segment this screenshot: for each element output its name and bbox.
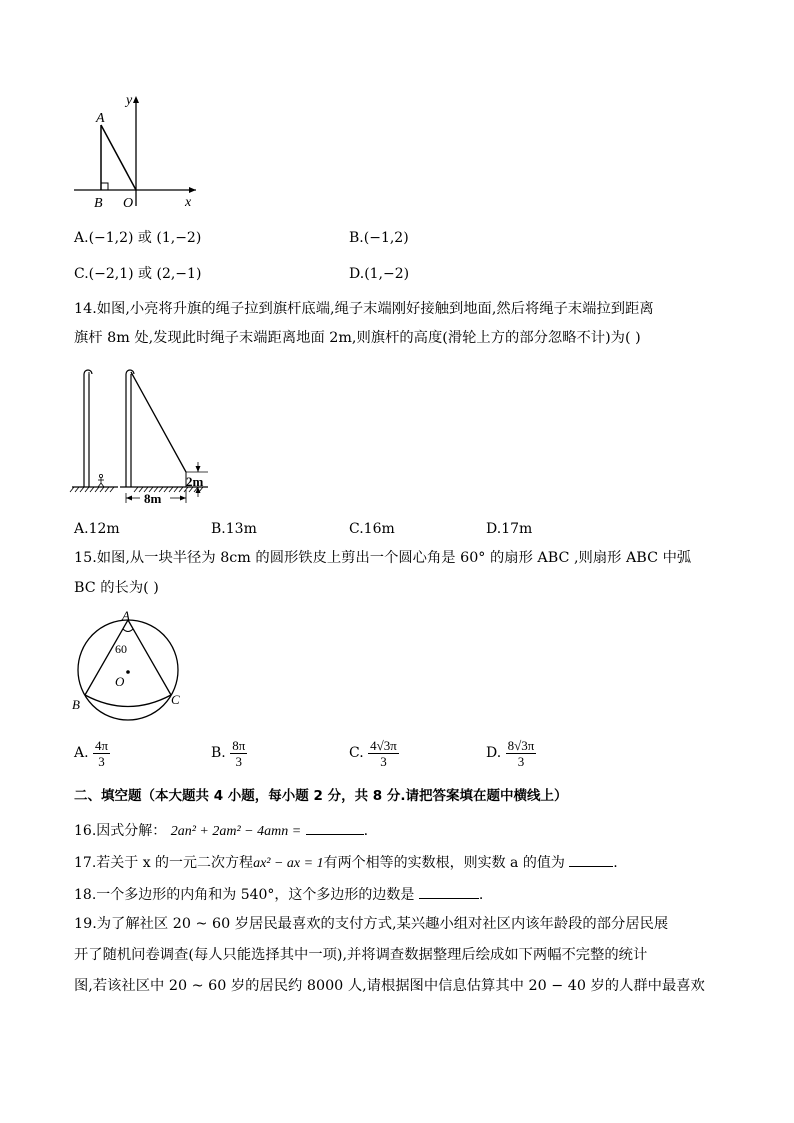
- q14-option-a: A.12m: [74, 521, 120, 537]
- q14-stem-line2: 旗杆 8m 处,发现此时绳子末端距离地面 2m,则旗杆的高度(滑轮上方的部分忽略不计)为( ): [74, 330, 641, 346]
- height-2m-label: 2m: [186, 474, 204, 489]
- q13-option-c: C.(−2,1) 或 (2,−1): [74, 266, 202, 282]
- q14-option-b: B.13m: [211, 521, 257, 537]
- q13-option-d: D.(1,−2): [349, 266, 410, 282]
- q16: 16.因式分解： 2an² + 2am² − 4amn = .: [74, 820, 368, 842]
- q18: 18.一个多边形的内角和为 540°，这个多边形的边数是 .: [74, 884, 483, 905]
- q14-stem-line1: 14.如图,小亮将升旗的绳子拉到旗杆底端,绳子末端刚好接触到地面,然后将绳子末端拉到距离: [74, 301, 654, 317]
- q14-option-c: C.16m: [349, 521, 395, 537]
- q17: 17.若关于 x 的一元二次方程ax² − ax = 1有两个相等的实数根，则实数 a 的值为 .: [74, 852, 618, 874]
- distance-8m-label: 8m: [144, 491, 162, 506]
- point-a-label: A: [96, 111, 105, 126]
- q15-stem-line2: BC 的长为( ): [74, 580, 159, 596]
- q17-answer-blank[interactable]: [569, 852, 613, 867]
- q14-option-d: D.17m: [486, 521, 533, 537]
- origin-label: O: [123, 196, 134, 210]
- q15-option-c: C. $\frac{4√3\pi}{3}$: [349, 737, 397, 769]
- q15-stem-line1: 15.如图,从一块半径为 8cm 的圆形铁皮上剪出一个圆心角是 60° 的扇形 ABC ,则扇形 ABC 中弧: [74, 550, 692, 566]
- q19-line3: 图,若该社区中 20 ~ 60 岁的居民约 8000 人,请根据图中信息估算其中 20 − 40 岁的人群中最喜欢: [74, 978, 705, 994]
- q19-line2: 开了随机问卷调查(每人只能选择其中一项),并将调查数据整理后绘成如下两幅不完整的统计: [74, 947, 648, 963]
- q13-option-b: B.(−1,2): [349, 230, 409, 246]
- point-a-label: A: [122, 608, 130, 623]
- axis-x-label: x: [185, 195, 192, 210]
- q15-option-b: B. $\frac{8\pi}{3}$: [211, 737, 246, 769]
- q15-option-d: D. $\frac{8√3\pi}{3}$: [486, 737, 535, 769]
- section-heading: 二、填空题（本大题共 4 小题，每小题 2 分，共 8 分.请把答案填在题中横线上）: [74, 788, 568, 804]
- center-o-label: O: [115, 674, 125, 689]
- q16-answer-blank[interactable]: [306, 820, 364, 835]
- point-b-label: B: [72, 697, 80, 712]
- point-c-label: C: [171, 692, 180, 707]
- q14-figure: [68, 362, 218, 512]
- q15-option-a: A. $\frac{4\pi}{3}$: [74, 737, 109, 769]
- angle-60-label: 60: [115, 642, 127, 656]
- q13-figure: [68, 90, 208, 210]
- point-b-label: B: [94, 196, 103, 210]
- axis-y-label: y: [126, 93, 133, 108]
- q13-option-a: A.(−1,2) 或 (1,−2): [74, 230, 202, 246]
- q15-figure: [68, 608, 198, 723]
- q18-answer-blank[interactable]: [419, 884, 479, 899]
- q19-line1: 19.为了解社区 20 ~ 60 岁居民最喜欢的支付方式,某兴趣小组对社区内该年龄段的部分居民展: [74, 916, 669, 932]
